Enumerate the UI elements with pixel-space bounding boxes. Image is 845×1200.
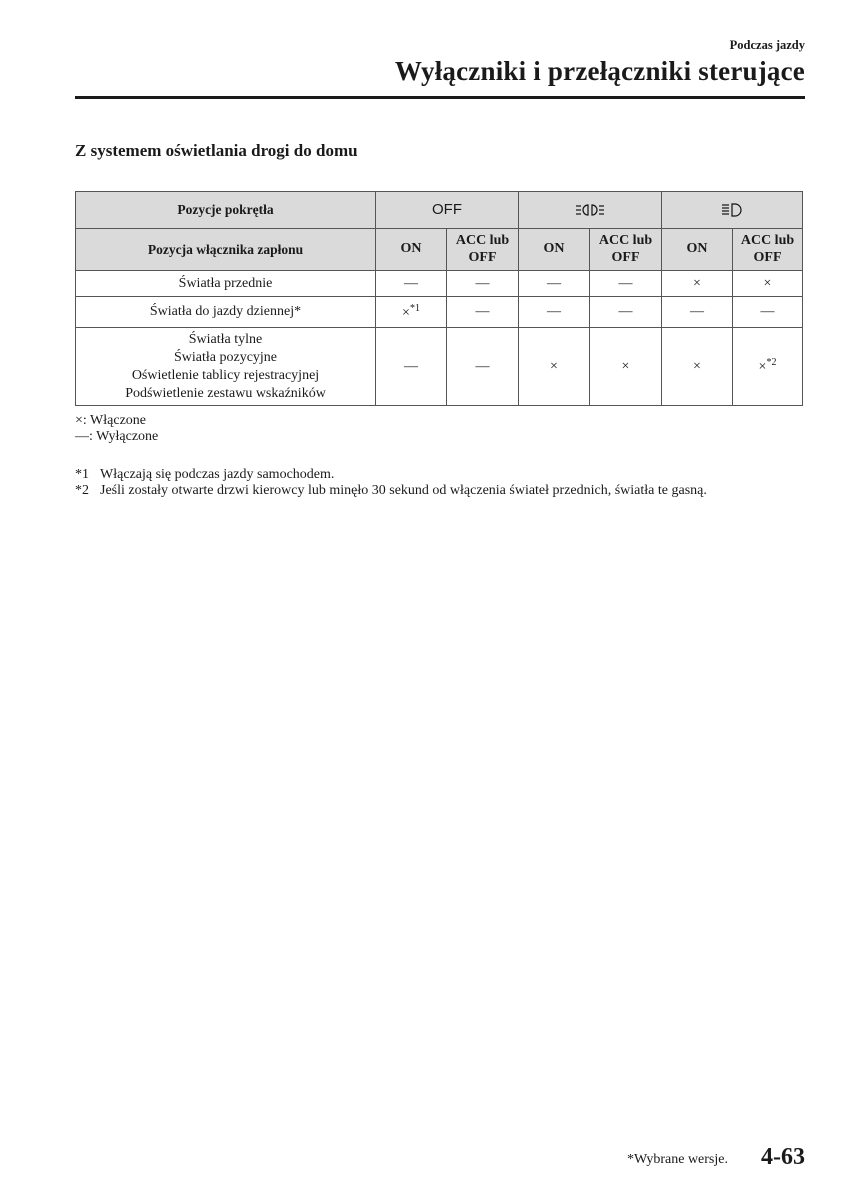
title-rule xyxy=(75,96,805,99)
table-cell: — xyxy=(447,297,519,328)
footnote-marker: *2 xyxy=(75,483,89,498)
parking-lights-icon xyxy=(519,203,661,217)
table-cell: — xyxy=(376,271,447,297)
legend-item: —: Wyłączone xyxy=(75,429,159,444)
page-number: 4-63 xyxy=(761,1144,805,1170)
section-label: Podczas jazdy xyxy=(729,38,805,52)
table-cell: ×$^{*1}$ xyxy=(376,297,447,328)
table-cell: — xyxy=(590,271,662,297)
ignition-col: ACC lub OFF xyxy=(590,229,662,271)
table-cell: × xyxy=(733,271,803,297)
table-cell: — xyxy=(447,328,519,406)
subsection-heading: Z systemem oświetlania drogi do domu xyxy=(75,141,358,160)
knob-position-row xyxy=(76,192,803,229)
ignition-col: ON xyxy=(662,229,733,271)
table-row xyxy=(76,328,803,406)
knob-row-label: Pozycje pokrętła xyxy=(76,192,376,229)
row-label: Światła do jazdy dziennej* xyxy=(76,297,376,328)
ignition-col: ACC lub OFF xyxy=(447,229,519,271)
table-cell: × xyxy=(519,328,590,406)
knob-position-headlights xyxy=(662,192,803,229)
table-cell: — xyxy=(733,297,803,328)
legend-item: ×: Włączone xyxy=(75,413,146,428)
legend xyxy=(75,413,158,445)
footnote-marker: *1 xyxy=(75,467,89,482)
table-cell: — xyxy=(662,297,733,328)
footnotes xyxy=(75,467,707,499)
footnote-ref: *2 xyxy=(766,357,777,369)
row-label-line: Oświetlenie tablicy rejestracyjnej xyxy=(131,367,320,383)
table-cell: — xyxy=(447,271,519,297)
table-cell: ×$^{*2}$ xyxy=(733,328,803,406)
footnote-text: Jeśli zostały otwarte drzwi kierowcy lub minęło 30 sekund od włączenia świateł przednich, światła te gasną. xyxy=(100,483,707,498)
row-label-line: Światła pozycyjne xyxy=(173,349,278,365)
row-label: Światła przednie xyxy=(76,271,376,297)
row-label-line: Podświetlenie zestawu wskaźników xyxy=(125,385,326,401)
table-cell: — xyxy=(590,297,662,328)
knob-position-parking xyxy=(519,192,662,229)
ignition-col: ON xyxy=(376,229,447,271)
footnote xyxy=(75,467,707,483)
table-cell: × xyxy=(590,328,662,406)
table-cell: — xyxy=(376,328,447,406)
table-row xyxy=(76,271,803,297)
headlight-icon xyxy=(662,203,802,217)
table-cell: × xyxy=(662,328,733,406)
ignition-col: ACC lub OFF xyxy=(733,229,803,271)
lights-table xyxy=(75,191,803,406)
footnote xyxy=(75,483,707,499)
table-cell: × xyxy=(662,271,733,297)
ignition-row xyxy=(76,229,803,271)
table-row xyxy=(76,297,803,328)
table-cell: — xyxy=(519,297,590,328)
ignition-row-label: Pozycja włącznika zapłonu xyxy=(76,229,376,271)
ignition-col: ON xyxy=(519,229,590,271)
footnote-ref: *1 xyxy=(409,302,420,314)
knob-position-off: OFF xyxy=(376,192,519,229)
row-label-line: Światła tylne xyxy=(188,331,263,347)
page-title: Wyłączniki i przełączniki sterujące xyxy=(394,56,805,86)
row-label xyxy=(76,328,376,406)
footer-note: *Wybrane wersje. xyxy=(626,1152,728,1167)
footnote-text: Włączają się podczas jazdy samochodem. xyxy=(100,467,335,482)
table-cell: — xyxy=(519,271,590,297)
